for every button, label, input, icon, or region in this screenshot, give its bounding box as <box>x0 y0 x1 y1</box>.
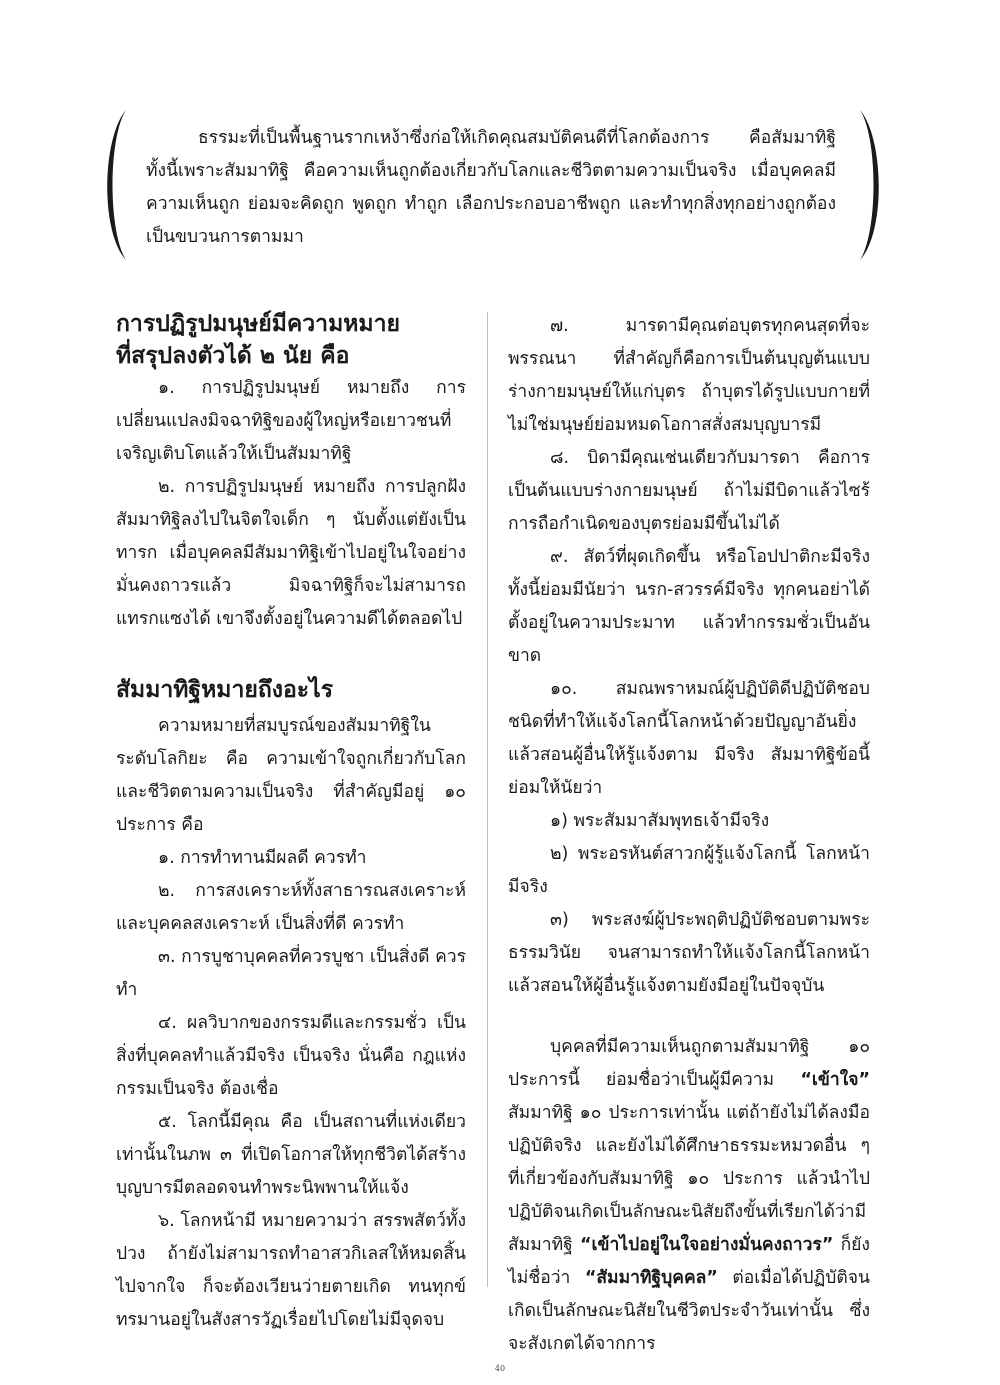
list-item: ๙. สัตว์ที่ผุดเกิดขึ้น หรือโอปปาติกะมีจริง ทั้งนี้ย่อมมีนัยว่า นรก-สวรรค์มีจริง ทุกคนอย่าได้ตั้งอยู่ในความประมาท แล้วทำกรรมชั่วเป็นอันขาด <box>508 547 870 666</box>
list-item: ๔. ผลวิบากของกรรมดีและกรรมชั่ว เป็นสิ่งที่บุคคลทำแล้วมีจริง เป็นจริง นั่นคือ กฎแห่งกรรมเป็นจริง ต้องเชื่อ <box>116 1013 466 1099</box>
paragraph: ๒. การปฏิรูปมนุษย์ หมายถึง การปลูกฝังสัมมาทิฐิลงไปในจิตใจเด็ก ๆ นับตั้งแต่ยังเป็นทารก เมื่อบุคคลมีสัมมาทิฐิเข้าไปอยู่ในใจอย่างมั่นคงถาวรแล้ว มิจฉาทิฐิก็จะไม่สามารถแทรกแซงได้ เขาจึงตั้งอยู่ในความดีได้ตลอดไป <box>116 477 466 629</box>
page-number: 40 <box>494 1364 506 1373</box>
right-bracket-ornament <box>856 108 890 262</box>
list-item: ๓. การบูชาบุคคลที่ควรบูชา เป็นสิ่งดี ควรทำ <box>116 947 466 1000</box>
summary-paragraph <box>508 1031 870 1361</box>
list-item: ๗. มารดามีคุณต่อบุตรทุกคนสุดที่จะพรรณนา ที่สำคัญก็คือการเป็นต้นบุญต้นแบบร่างกายมนุษย์ให้แก่บุตร ถ้าบุตรได้รูปแบบกายที่ไม่ใช่มนุษย์ย่อมหมดโอกาสสั่งสมบุญบารมี <box>508 316 870 435</box>
right-column <box>508 310 870 1361</box>
summary-text: บุคคลที่มีความเห็นถูกตามสัมมาทิฐิ ๑๐ ประการนี้ ย่อมชื่อว่าเป็นผู้มีความ <box>508 1037 870 1090</box>
emphasis-text: “เข้าไปอยู่ในใจอย่างมั่นคงถาวร” <box>580 1235 834 1255</box>
emphasis-text: “เข้าใจ” <box>800 1070 870 1090</box>
list-item: ๑๐. สมณพราหมณ์ผู้ปฏิบัติดีปฏิบัติชอบ ชนิดที่ทำให้แจ้งโลกนี้โลกหน้าด้วยปัญญาอันยิ่ง แล้วสอนผู้อื่นให้รู้แจ้งตาม มีจริง สัมมาทิฐิข้อนี้ย่อมให้นัยว่า <box>508 679 870 798</box>
paragraph: ๑. การปฏิรูปมนุษย์ หมายถึง การเปลี่ยนแปลงมิจฉาทิฐิของผู้ใหญ่หรือเยาวชนที่เจริญเติบโตแล้วให้เป็นสัมมาทิฐิ <box>116 378 466 464</box>
list-item: ๘. บิดามีคุณเช่นเดียวกับมารดา คือการเป็นต้นแบบร่างกายมนุษย์ ถ้าไม่มีบิดาแล้วไซร้ การถือกำเนิดของบุตรย่อมมีขึ้นไม่ได้ <box>508 448 870 534</box>
section-heading-2: สัมมาทิฐิหมายถึงอะไร <box>116 677 334 703</box>
summary-text: ก็ยังไม่ชื่อว่า <box>508 1235 870 1288</box>
list-item: ๒. การสงเคราะห์ทั้งสาธารณสงเคราะห์ และบุคคลสงเคราะห์ เป็นสิ่งที่ดี ควรทำ <box>116 881 466 934</box>
left-column <box>116 308 466 1337</box>
left-bracket-ornament <box>96 108 130 262</box>
summary-text: สัมมาทิฐิ ๑๐ ประการเท่านั้น แต่ถ้ายังไม่ได้ลงมือปฏิบัติจริง และยังไม่ได้ศึกษาธรรมะหมวดอื่น ๆ ที่เกี่ยวข้องกับสัมมาทิฐิ ๑๐ ประการ แล้วนำไปปฏิบัติจนเกิดเป็นลักษณะนิสัยถึงขั้นที่เรียกได้ว่ามีสัมมาทิฐิ <box>508 1103 870 1255</box>
list-item: ๑. การทำทานมีผลดี ควรทำ <box>158 848 367 868</box>
sub-list-item: ๓) พระสงฆ์ผู้ประพฤติปฏิบัติชอบตามพระธรรมวินัย จนสามารถทำให้แจ้งโลกนี้โลกหน้าแล้วสอนให้ผู้อื่นรู้แจ้งตามยังมีอยู่ในปัจจุบัน <box>508 910 870 996</box>
paragraph: ความหมายที่สมบูรณ์ของสัมมาทิฐิในระดับโลกิยะ คือ ความเข้าใจถูกเกี่ยวกับโลกและชีวิตตามความเป็นจริง ที่สำคัญมีอยู่ ๑๐ ประการ คือ <box>116 716 466 835</box>
list-item: ๕. โลกนี้มีคุณ คือ เป็นสถานที่แห่งเดียวเท่านั้นในภพ ๓ ที่เปิดโอกาสให้ทุกชีวิตได้สร้างบุญบารมีตลอดจนทำพระนิพพานให้แจ้ง <box>116 1112 466 1198</box>
list-item: ๖. โลกหน้ามี หมายความว่า สรรพสัตว์ทั้งปวง ถ้ายังไม่สามารถทำอาสวกิเลสให้หมดสิ้นไปจากใจ ก็จะต้องเวียนว่ายตายเกิด ทนทุกข์ทรมานอยู่ในสังสารวัฏเรื่อยไปโดยไม่มีจุดจบ <box>116 1211 466 1330</box>
sub-list-item: ๒) พระอรหันต์สาวกผู้รู้แจ้งโลกนี้ โลกหน้ามีจริง <box>508 844 870 897</box>
section-heading-1-line-2: ที่สรุปลงตัวได้ ๒ นัย คือ <box>116 343 350 369</box>
section-heading-1-line-1: การปฏิรูปมนุษย์มีความหมาย <box>116 311 400 337</box>
sub-list-item: ๑) พระสัมมาสัมพุทธเจ้ามีจริง <box>550 811 770 831</box>
intro-quote <box>146 122 836 254</box>
intro-quote-text: ธรรมะที่เป็นพื้นฐานรากเหง้าซึ่งก่อให้เกิดคุณสมบัติคนดีที่โลกต้องการ คือสัมมาทิฐิ ทั้งนี้เพราะสัมมาทิฐิ คือความเห็นถูกต้องเกี่ยวกับโลกและชีวิตตามความเป็นจริง เมื่อบุคคลมีความเห็นถูก ย่อมจะคิดถูก พูดถูก ทำถูก เลือกประกอบอาชีพถูก และทำทุกสิ่งทุกอย่างถูกต้องเป็นขบวนการตามมา <box>146 128 836 247</box>
column-divider <box>487 312 488 1287</box>
summary-text: ต่อเมื่อได้ปฏิบัติจนเกิดเป็นลักษณะนิสัยในชีวิตประจำวันเท่านั้น ซึ่งจะสังเกตได้จากการ <box>508 1268 870 1354</box>
emphasis-text: “สัมมาทิฐิบุคคล” <box>584 1268 718 1288</box>
